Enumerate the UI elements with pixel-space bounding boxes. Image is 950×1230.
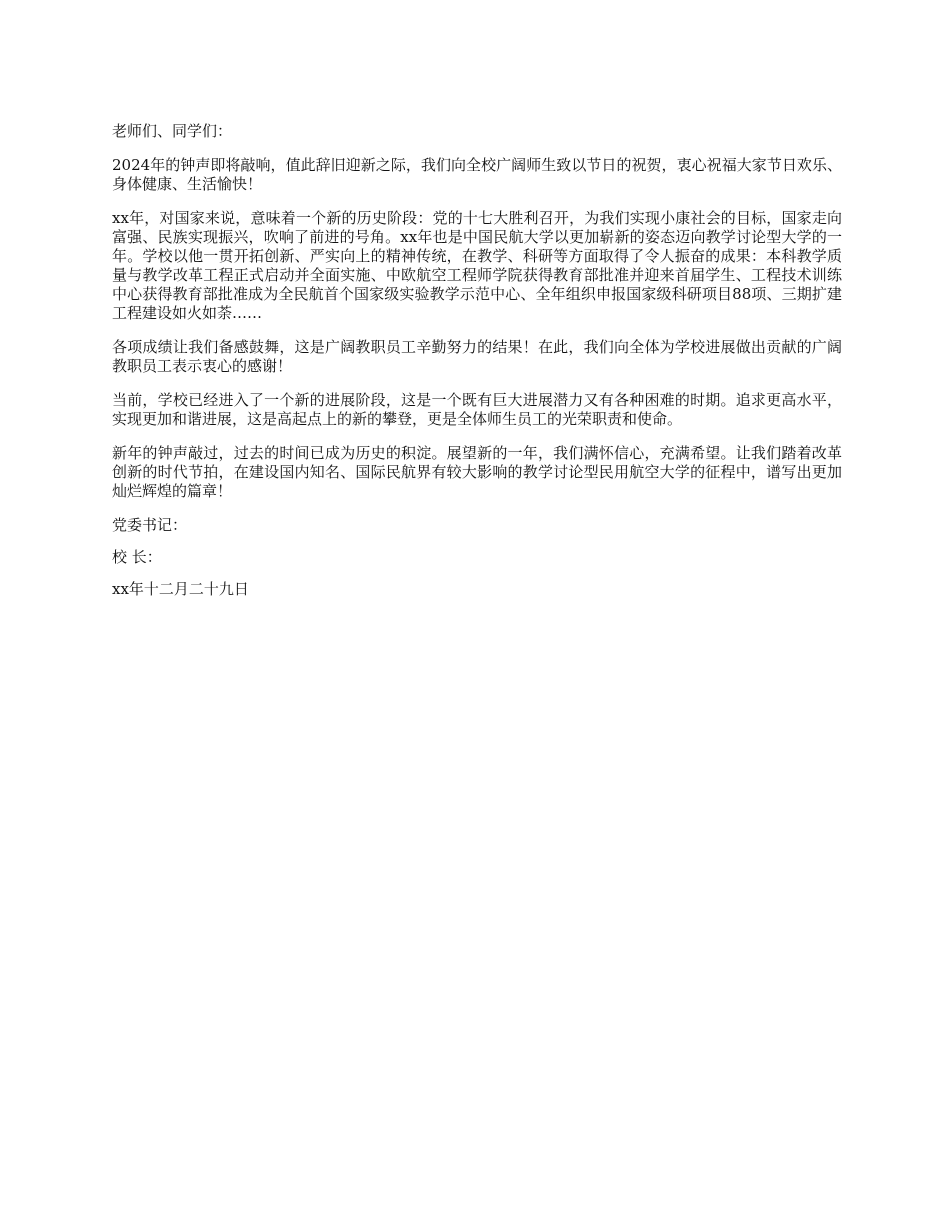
letter-body — [112, 122, 842, 614]
paragraph-current-stage: 当前，学校已经进入了一个新的进展阶段，这是一个既有巨大进展潜力又有各种困难的时期。追求更高水平，实现更加和谐进展，这是高起点上的新的攀登，更是全体师生员工的光荣职责和使命。 — [112, 391, 842, 428]
paragraph-greeting: 2024年的钟声即将敲响，值此辞旧迎新之际，我们向全校广阔师生致以节日的祝贺，衷心祝福大家节日欢乐、身体健康、生活愉快！ — [112, 156, 842, 193]
letter-date: xx年十二月二十九日 — [112, 580, 249, 598]
signature-president: 校 长： — [112, 548, 162, 566]
paragraph-new-year: 新年的钟声敲过，过去的时间已成为历史的积淀。展望新的一年，我们满怀信心，充满希望。让我们踏着改革创新的时代节拍，在建设国内知名、国际民航界有较大影响的教学讨论型民用航空大学的征程中，谱写出更加灿烂辉煌的篇章！ — [112, 444, 842, 500]
signature-party-secretary: 党委书记： — [112, 516, 188, 534]
paragraph-achievements: xx年，对国家来说，意味着一个新的历史阶段：党的十七大胜利召开，为我们实现小康社会的目标，国家走向富强、民族实现振兴，吹响了前进的号角。xx年也是中国民航大学以更加崭新的姿态迈向教学讨论型大学的一年。学校以他一贯开拓创新、严实向上的精神传统，在教学、科研等方面取得了令人振奋的成果：本科教学质量与教学改革工程正式启动并全面实施、中欧航空工程师学院获得教育部批准并迎来首届学生、工程技术训练中心获得教育部批准成为全民航首个国家级实验教学示范中心、全年组织申报国家级科研项目88项、三期扩建工程建设如火如荼…… — [112, 209, 842, 322]
salutation: 老师们、同学们： — [112, 122, 233, 140]
paragraph-thanks: 各项成绩让我们备感鼓舞，这是广阔教职员工辛勤努力的结果！在此，我们向全体为学校进展做出贡献的广阔教职员工表示衷心的感谢！ — [112, 338, 842, 375]
